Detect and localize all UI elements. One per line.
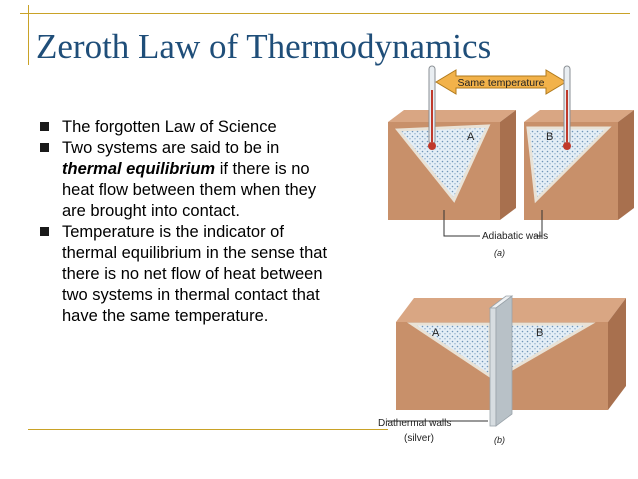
top-rule bbox=[20, 13, 630, 14]
bullet-text: Temperature is the indicator of thermal equilibrium in the sense that there is no net flow of heat between two systems in thermal contact that have the same temperature. bbox=[62, 223, 328, 325]
thermometer-a-icon bbox=[428, 66, 436, 150]
bullet-square-icon bbox=[40, 227, 49, 236]
label-a-contact: A bbox=[432, 327, 440, 339]
bullet-list bbox=[38, 117, 338, 327]
figure-part-a bbox=[388, 66, 634, 258]
left-rule bbox=[28, 5, 29, 65]
diathermal-wall bbox=[490, 296, 512, 426]
thermometer-b-icon bbox=[563, 66, 571, 150]
caption-a: (a) bbox=[494, 248, 505, 258]
slide-title: Zeroth Law of Thermodynamics bbox=[36, 27, 492, 66]
bullet-text: The forgotten Law of Science bbox=[62, 118, 277, 136]
thermal-equilibrium-figure bbox=[376, 60, 638, 455]
bullet-text: if there is no heat flow between them when they are brought into contact. bbox=[62, 160, 317, 220]
emphasis-term: thermal equilibrium bbox=[62, 160, 216, 178]
same-temperature-arrow bbox=[436, 70, 566, 94]
figure-part-b bbox=[378, 296, 626, 445]
bullet-item bbox=[38, 222, 338, 327]
same-temperature-label: Same temperature bbox=[457, 77, 545, 89]
block-b bbox=[524, 110, 634, 220]
label-b: B bbox=[546, 131, 554, 143]
bullet-item bbox=[38, 117, 338, 138]
caption-b: (b) bbox=[494, 435, 505, 445]
bullet-item bbox=[38, 138, 338, 222]
bottom-rule bbox=[28, 429, 388, 430]
adiabatic-walls-label: Adiabatic walls bbox=[482, 231, 549, 242]
diathermal-walls-label: Diathermal walls bbox=[378, 418, 452, 429]
bullet-text: Two systems are said to be in bbox=[62, 139, 280, 157]
block-a bbox=[388, 110, 516, 220]
label-b-contact: B bbox=[536, 327, 544, 339]
label-a: A bbox=[467, 131, 475, 143]
bullet-square-icon bbox=[40, 143, 49, 152]
silver-label: (silver) bbox=[404, 433, 434, 444]
bullet-square-icon bbox=[40, 122, 49, 131]
